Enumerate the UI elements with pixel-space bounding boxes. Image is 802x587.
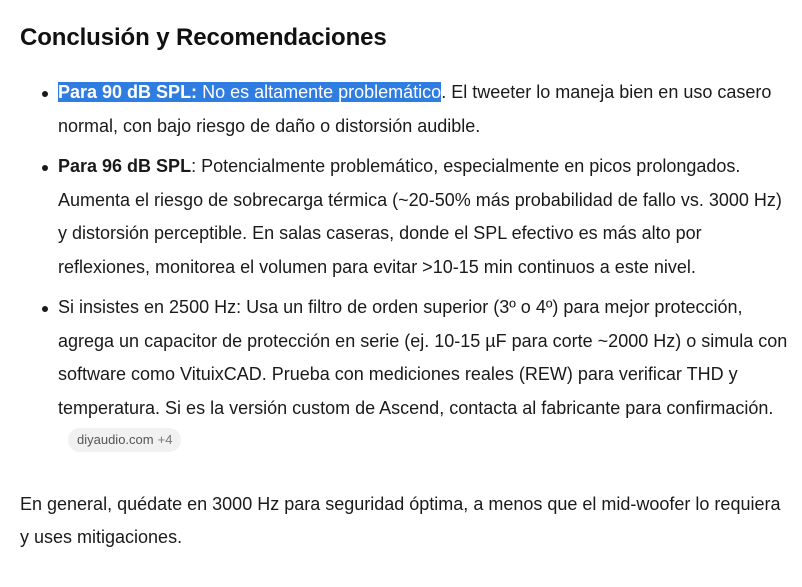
bullet-strong-label: Para 90 dB SPL:: [58, 82, 198, 102]
recommendation-list: [20, 76, 790, 459]
selected-text[interactable]: [58, 82, 441, 102]
bullet-dot-icon: [42, 91, 48, 97]
bullet-highlighted-text: No es altamente problemático: [197, 82, 442, 102]
bullet-text: : Potencialmente problemático, especialmente en picos prolongados. Aumenta el riesgo de sobrecarga térmica (~20-50% más probabilidad de fallo vs. 3000 Hz) y distorsión perceptible. En salas caseras, donde el SPL efectivo es más alto por reflexiones, monitorea el volumen para evitar >10-15 min continuos a este nivel.: [58, 156, 782, 277]
source-chip-count: +4: [157, 432, 173, 448]
bullet-dot-icon: [42, 306, 48, 312]
bullet-text: Si insistes en 2500 Hz: Usa un filtro de orden superior (3º o 4º) para mejor protección, agrega un capacitor de protección en serie (ej. 10-15 µF para corte ~2000 Hz) o simula con software como VituixCAD. Prueba con mediciones reales (REW) para verificar THD y temperatura. Si es la versión custom de Ascend, contacta al fabricante para confirmación.: [58, 297, 788, 418]
list-item: [20, 291, 790, 459]
source-chip-label: diyaudio.com: [77, 432, 154, 448]
list-item: [20, 150, 790, 284]
bullet-dot-icon: [42, 165, 48, 171]
bullet-strong-label: Para 96 dB SPL: [58, 156, 192, 176]
section-title: Conclusión y Recomendaciones: [20, 24, 387, 51]
source-citation-chip[interactable]: [68, 428, 181, 452]
summary-paragraph: En general, quédate en 3000 Hz para seguridad óptima, a menos que el mid-woofer lo requiera y uses mitigaciones.: [20, 493, 781, 547]
list-item: [20, 76, 790, 143]
bullet-text: . El tweeter lo maneja bien en uso casero normal, con bajo riesgo de daño o distorsión audible.: [58, 82, 772, 136]
response-content: [20, 18, 790, 555]
